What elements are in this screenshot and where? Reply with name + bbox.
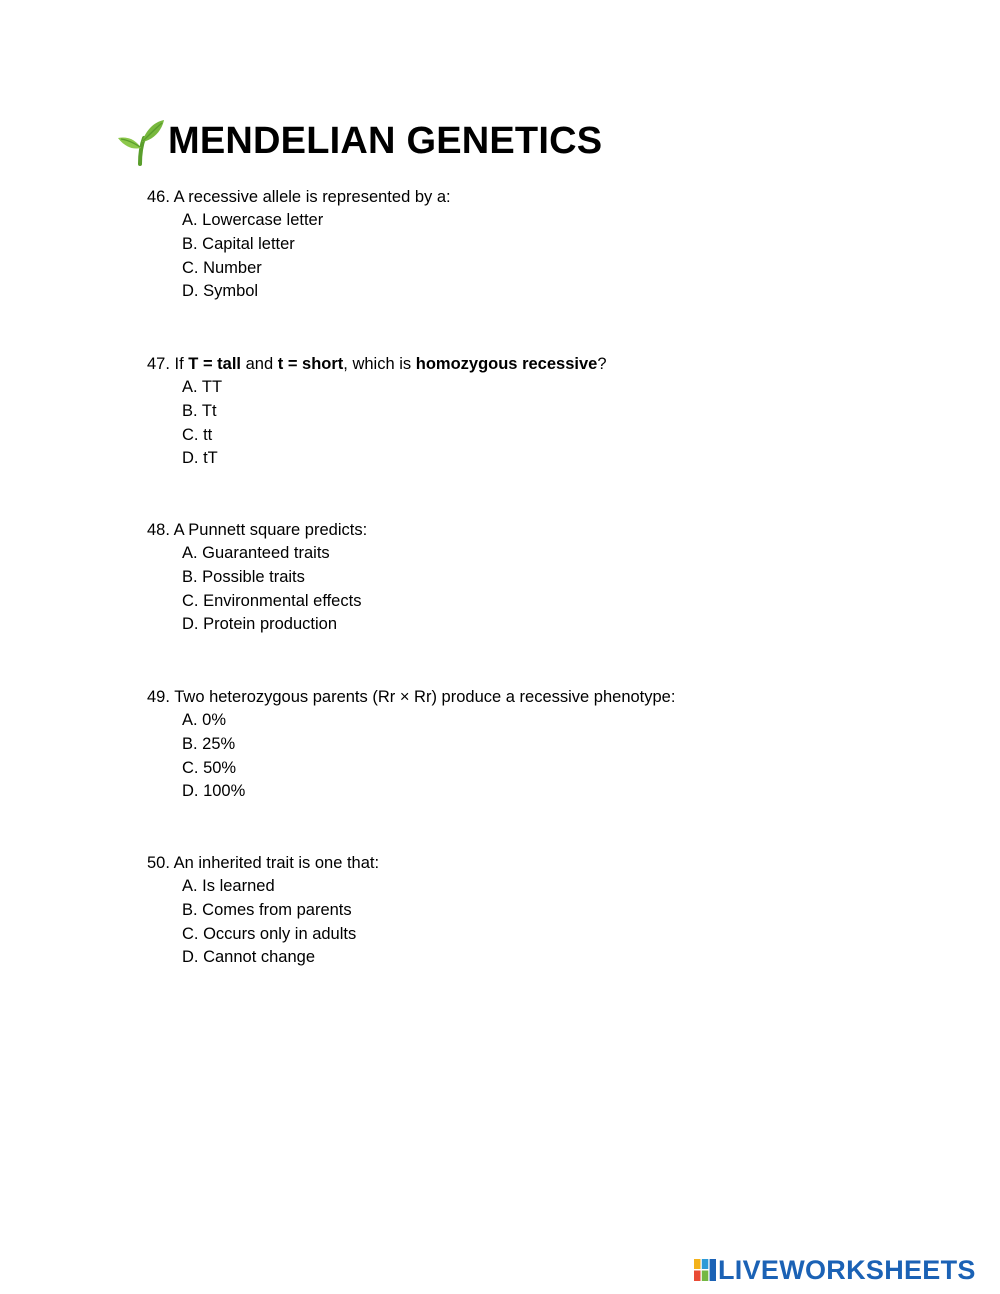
question-number: 47. [147, 355, 170, 373]
question-47 [147, 352, 607, 471]
answer-options [147, 542, 367, 637]
option-d[interactable]: D. Protein production [182, 615, 338, 634]
sprout-icon [116, 116, 166, 166]
option-a[interactable]: A. 0% [182, 711, 227, 729]
answer-options [147, 376, 607, 471]
question-text-part: and [241, 355, 278, 373]
option-b[interactable]: B. Comes from parents [182, 900, 352, 919]
answer-options [147, 709, 675, 804]
question-text: Two heterozygous parents (Rr × Rr) produce a recessive phenotype: [174, 688, 676, 706]
question-text: A Punnett square predicts: [173, 521, 368, 539]
question-46 [147, 185, 451, 304]
page-header [116, 116, 602, 166]
question-number: 49. [147, 688, 170, 706]
option-b[interactable]: B. Possible traits [182, 567, 305, 586]
question-number: 46. [147, 188, 170, 206]
option-c[interactable]: C. Occurs only in adults [182, 924, 357, 943]
option-a[interactable]: A. Is learned [182, 877, 275, 895]
question-number: 48. [147, 521, 170, 539]
question-50-prompt [147, 851, 379, 875]
question-number: 50. [147, 854, 170, 872]
question-text-part: ? [597, 355, 607, 373]
liveworksheets-brand [694, 1256, 976, 1284]
page-title: MENDELIAN GENETICS [168, 120, 603, 162]
option-a[interactable]: A. Lowercase letter [182, 211, 324, 229]
option-c[interactable]: C. Environmental effects [182, 591, 362, 610]
option-d[interactable]: D. tT [182, 449, 218, 468]
option-b[interactable]: B. 25% [182, 734, 236, 753]
option-b[interactable]: B. Tt [182, 401, 217, 420]
answer-options [147, 209, 451, 304]
option-c[interactable]: C. 50% [182, 758, 237, 777]
question-50 [147, 851, 379, 970]
option-a[interactable]: A. Guaranteed traits [182, 544, 330, 562]
option-c[interactable]: C. Number [182, 258, 262, 277]
question-text-bold: t = short [277, 355, 344, 373]
brand-text: LIVEWORKSHEETS [718, 1255, 976, 1285]
option-b[interactable]: B. Capital letter [182, 234, 295, 253]
question-46-prompt [147, 185, 451, 209]
question-text-bold: homozygous recessive [415, 355, 598, 373]
option-a[interactable]: A. TT [182, 378, 223, 396]
option-d[interactable]: D. Cannot change [182, 948, 316, 967]
option-d[interactable]: D. 100% [182, 782, 246, 801]
question-49-prompt [147, 685, 675, 709]
question-text-part: If [174, 355, 189, 373]
question-48 [147, 518, 367, 637]
question-text: A recessive allele is represented by a: [173, 188, 451, 206]
question-text: An inherited trait is one that: [173, 854, 380, 872]
question-49 [147, 685, 675, 804]
question-text-part: , which is [343, 355, 416, 373]
option-d[interactable]: D. Symbol [182, 282, 259, 301]
question-47-prompt [147, 352, 607, 376]
answer-options [147, 875, 379, 970]
question-text-bold: T = tall [188, 355, 242, 373]
option-c[interactable]: C. tt [182, 425, 213, 444]
liveworksheets-logo-icon [694, 1259, 716, 1281]
question-48-prompt [147, 518, 367, 542]
